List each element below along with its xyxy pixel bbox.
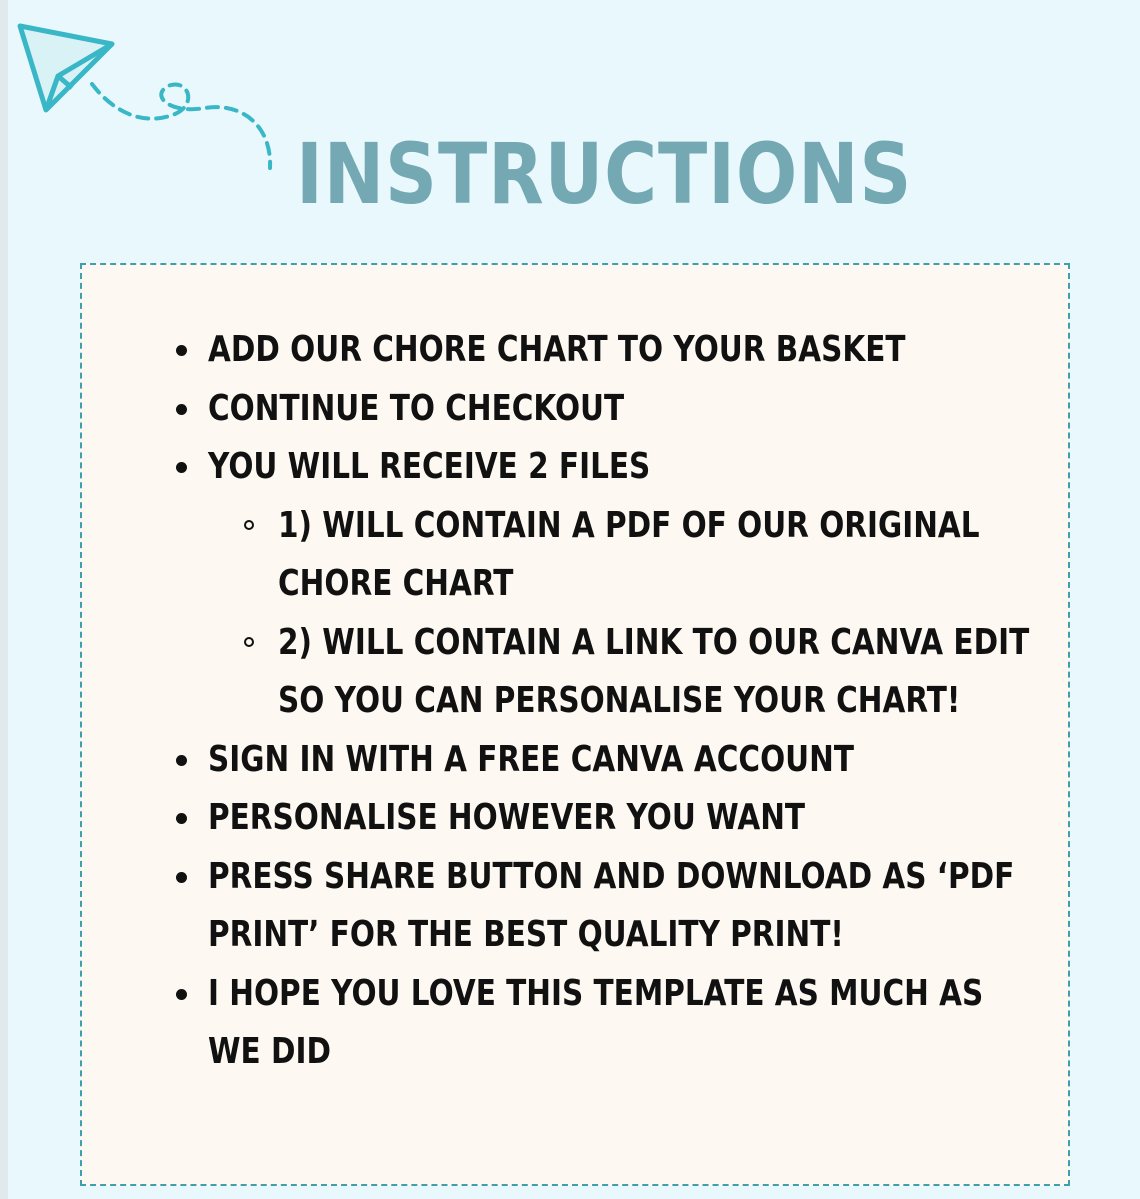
page-title: INSTRUCTIONS <box>296 125 913 223</box>
bullet-icon <box>176 989 187 1000</box>
sub-list-item <box>208 497 1038 614</box>
page-left-edge <box>0 0 8 1199</box>
list-item <box>82 438 1068 731</box>
step-text: YOU WILL RECEIVE 2 FILES <box>208 446 651 487</box>
instructions-box <box>80 263 1070 1186</box>
step-text: PRESS SHARE BUTTON AND DOWNLOAD AS ‘PDF PRINT’ FOR THE BEST QUALITY PRINT! <box>208 855 1015 955</box>
list-item <box>82 789 1068 848</box>
list-item <box>82 380 1068 439</box>
step-text: CONTINUE TO CHECKOUT <box>208 387 625 429</box>
plane-shape <box>20 26 112 110</box>
step-text: SIGN IN WITH A FREE CANVA ACCOUNT <box>208 738 854 780</box>
bullet-icon <box>176 345 187 356</box>
instructions-list <box>82 321 1068 1082</box>
list-item <box>82 731 1068 790</box>
sub-list-item <box>208 614 1038 731</box>
plane-trail <box>92 84 270 168</box>
list-item <box>82 321 1068 380</box>
step-text: PERSONALISE HOWEVER YOU WANT <box>208 797 806 838</box>
bullet-icon <box>176 755 187 766</box>
files-sublist <box>208 497 1038 731</box>
list-item <box>82 848 1068 965</box>
file-step-text: 1) WILL CONTAIN A PDF OF OUR ORIGINAL CHORE CHART <box>278 504 980 604</box>
bullet-icon <box>176 404 187 415</box>
file-step-text: 2) WILL CONTAIN A LINK TO OUR CANVA EDIT SO YOU CAN PERSONALISE YOUR CHART! <box>278 621 1030 721</box>
list-item <box>82 965 1068 1082</box>
hollow-bullet-icon <box>244 637 254 647</box>
bullet-icon <box>176 813 187 824</box>
step-text: ADD OUR CHORE CHART TO YOUR BASKET <box>208 329 906 370</box>
step-text: I HOPE YOU LOVE THIS TEMPLATE AS MUCH AS WE DID <box>208 972 984 1072</box>
paper-plane-icon <box>10 18 300 178</box>
hollow-bullet-icon <box>244 520 254 530</box>
bullet-icon <box>176 872 187 883</box>
bullet-icon <box>176 462 187 473</box>
